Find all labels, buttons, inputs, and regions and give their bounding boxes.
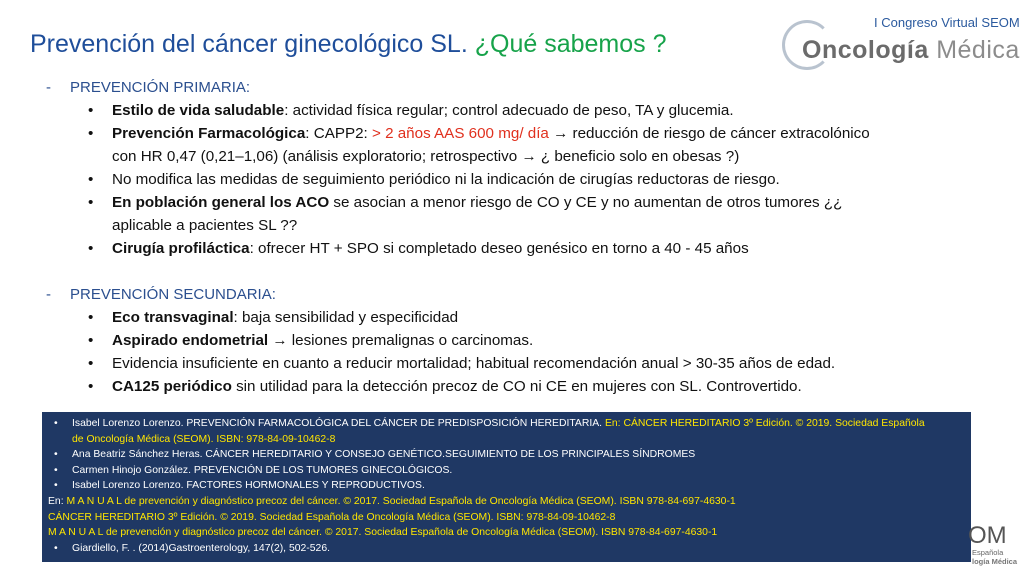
item-text: : baja sensibilidad y especificidad — [233, 309, 459, 326]
logo-oncologia-text — [802, 36, 1020, 65]
seom-logo — [780, 14, 1020, 74]
bullet-icon: • — [54, 464, 58, 476]
logo-oncologia-word: Oncología — [802, 36, 929, 64]
item-text: sin utilidad para la detección precoz de CO ni CE en mujeres con SL. Controvertido. — [231, 378, 802, 395]
bullet-icon: • — [88, 194, 94, 211]
bullet-icon: • — [88, 171, 94, 188]
bullet-icon: • — [88, 125, 94, 142]
list-item — [88, 99, 1006, 122]
item-text: reducción de riesgo de cáncer extracolónico — [568, 125, 870, 142]
list-item — [88, 329, 1006, 352]
arrow-icon: → — [521, 148, 537, 165]
reference-highlight: M A N U A L de prevención y diagnóstico precoz del cáncer. © 2017. Sociedad Española de Oncología Médica (SEOM). ISBN 978-84-697-4630-1 — [66, 495, 736, 507]
primaria-list — [46, 99, 1006, 260]
bullet-icon: • — [54, 449, 58, 461]
item-bold: Cirugía profiláctica — [112, 240, 250, 257]
bullet-icon: • — [88, 309, 94, 326]
reference-highlight: En: CÁNCER HEREDITARIO 3º Edición. © 2019. Sociedad Española — [604, 418, 925, 429]
list-item — [88, 122, 1006, 168]
corner-logo-text: OM — [968, 522, 1007, 549]
bullet-icon: • — [88, 240, 94, 257]
bullet-icon: • — [54, 480, 58, 492]
logo-congreso-text: I Congreso Virtual SEOM — [874, 15, 1020, 30]
reference-text: Isabel Lorenzo Lorenzo. FACTORES HORMONALES Y REPRODUCTIVOS. — [72, 480, 425, 492]
reference-item — [48, 541, 971, 557]
item-text: : CAPP2: — [305, 125, 372, 142]
reference-item — [48, 416, 971, 447]
arrow-icon: → — [553, 125, 569, 142]
reference-text: Giardiello, F. . (2014)Gastroenterology, 147(2), 502-526. — [72, 542, 330, 554]
item-bold: CA125 periódico — [112, 378, 232, 395]
item-text: : actividad física regular; control adecuado de peso, TA y glucemia. — [284, 102, 734, 119]
secundaria-heading-text: PREVENCIÓN SECUNDARIA: — [70, 286, 276, 303]
bullet-icon: • — [88, 332, 94, 349]
list-item — [88, 168, 1006, 191]
list-item — [88, 352, 1006, 375]
logo-medica-word: Médica — [936, 36, 1020, 64]
reference-item — [48, 478, 971, 494]
section-heading-secundaria: - PREVENCIÓN SECUNDARIA: — [46, 286, 276, 303]
slide-title — [30, 30, 667, 59]
item-text: se asocian a menor riesgo de CO y CE y no aumentan de otros tumores ¿¿ — [329, 194, 843, 211]
slide-content — [46, 76, 1006, 398]
item-text: lesiones premalignas o carcinomas. — [287, 332, 534, 349]
item-bold: Aspirado endometrial — [112, 332, 273, 349]
arrow-icon: → — [272, 332, 288, 349]
primaria-heading-text: PREVENCIÓN PRIMARIA: — [70, 79, 251, 96]
reference-highlight: de Oncología Médica (SEOM). ISBN: 978-84-09-10462-8 — [72, 433, 336, 445]
bullet-icon: • — [88, 102, 94, 119]
item-bold: En población general los ACO — [112, 194, 330, 211]
reference-item: M A N U A L de prevención y diagnóstico precoz del cáncer. © 2017. Sociedad Española de Oncología Médica (SEOM). ISBN 978-84-697-4630-1 — [48, 527, 718, 539]
reference-item — [48, 494, 971, 510]
item-text: No modifica las medidas de seguimiento periódico ni la indicación de cirugías reductoras de riesgo. — [112, 171, 780, 188]
item-text: ¿ beneficio solo en obesas ?) — [536, 148, 740, 165]
reference-item — [48, 463, 971, 479]
item-bold: Eco transvaginal — [112, 309, 234, 326]
item-text: con HR 0,47 (0,21–1,06) (análisis exploratorio; retrospectivo — [112, 148, 522, 165]
reference-text: Isabel Lorenzo Lorenzo. PREVENCIÓN FARMACOLÓGICA DEL CÁNCER DE PREDISPOSICIÓN HEREDITARIA. — [72, 418, 605, 429]
list-item — [88, 237, 1006, 260]
item-bold: Estilo de vida saludable — [112, 102, 285, 119]
item-text: : ofrecer HT + SPO si completado deseo genésico en torno a 40 - 45 años — [249, 240, 749, 257]
bullet-icon: • — [88, 355, 94, 372]
corner-logo-fragment — [968, 522, 1024, 572]
title-main: Prevención del cáncer ginecológico SL. — [30, 30, 468, 58]
references-box — [42, 412, 971, 562]
list-item — [88, 191, 1006, 237]
reference-text: Carmen Hinojo González. PREVENCIÓN DE LOS TUMORES GINECOLÓGICOS. — [72, 464, 453, 476]
reference-item — [48, 447, 971, 463]
section-heading-primaria: - PREVENCIÓN PRIMARIA: — [46, 79, 251, 96]
item-red-text: > 2 años AAS 600 mg/ día — [371, 125, 549, 142]
corner-logo-line1: Española — [972, 548, 1004, 557]
secundaria-list — [46, 306, 1006, 398]
item-text: Evidencia insuficiente en cuanto a reducir mortalidad; habitual recomendación anual > 30-35 años de edad. — [112, 355, 836, 372]
list-item — [88, 306, 1006, 329]
reference-item: CÁNCER HEREDITARIO 3º Edición. © 2019. Sociedad Española de Oncología Médica (SEOM). ISBN: 978-84-09-10462-8 — [48, 511, 616, 523]
corner-logo-line2: logía Médica — [972, 557, 1018, 566]
item-bold: Prevención Farmacológica — [112, 125, 306, 142]
item-text: aplicable a pacientes SL ?? — [112, 217, 298, 234]
title-question: ¿Qué sabemos ? — [474, 30, 667, 58]
list-item — [88, 375, 1006, 398]
reference-text: Ana Beatriz Sánchez Heras. CÁNCER HEREDITARIO Y CONSEJO GENÉTICO.SEGUIMIENTO DE LOS PRINCIPALES SÍNDROMES — [72, 449, 696, 461]
bullet-icon: • — [54, 542, 58, 554]
reference-text: En: — [48, 495, 67, 507]
bullet-icon: • — [54, 418, 58, 429]
bullet-icon: • — [88, 378, 94, 395]
